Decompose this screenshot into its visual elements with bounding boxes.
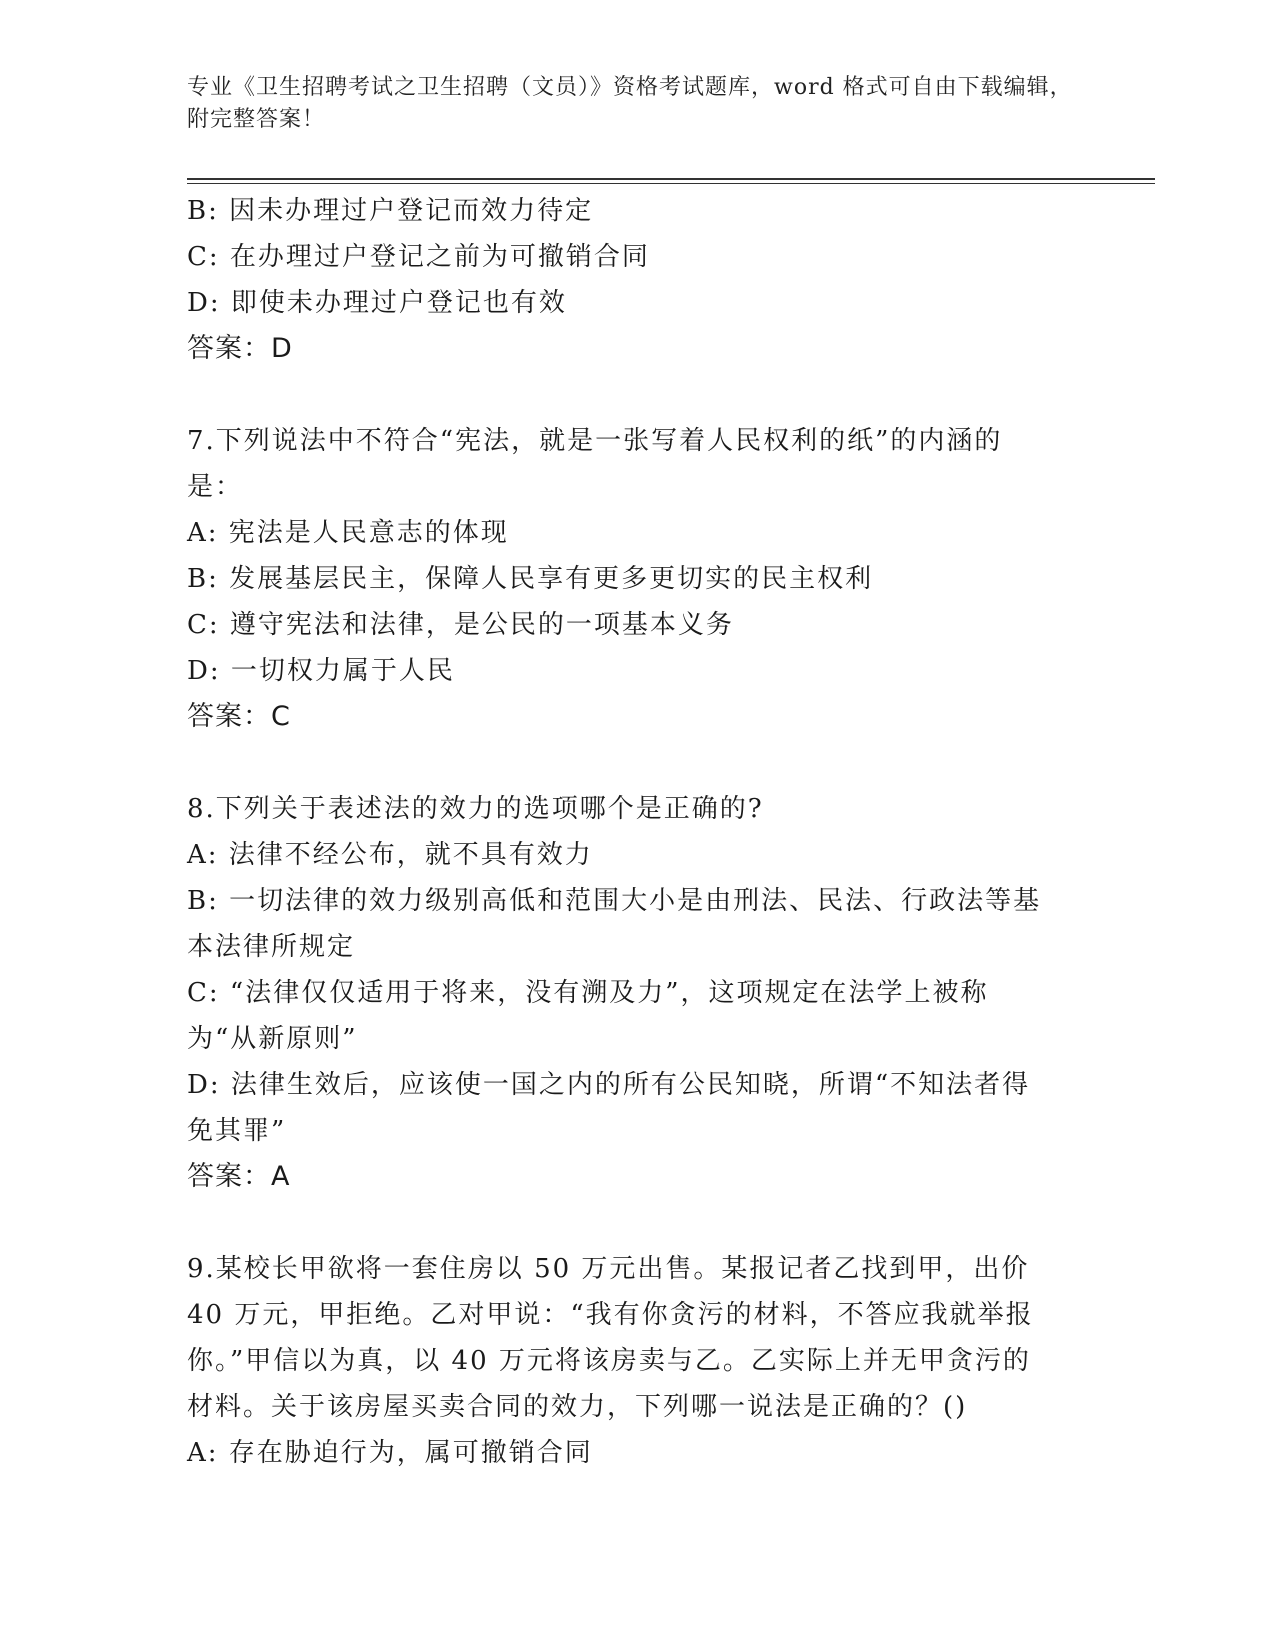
option-c: C: “法律仅仅适用于将来，没有溯及力”，这项规定在法学上被称为“从新原则” xyxy=(187,978,989,1054)
question-block-7 xyxy=(187,418,1087,740)
question-text: 8.下列关于表述法的效力的选项哪个是正确的? xyxy=(187,794,764,824)
option-d: D: 即使未办理过户登记也有效 xyxy=(187,288,567,318)
header-rule-thick xyxy=(187,178,1155,180)
question-block-9 xyxy=(187,1246,1087,1476)
spacer xyxy=(187,740,1087,786)
option-b: B: 一切法律的效力级别高低和范围大小是由刑法、民法、行政法等基本法律所规定 xyxy=(187,886,1042,962)
header-rule-thin xyxy=(187,183,1155,184)
question-text: 7.下列说法中不符合“宪法，就是一张写着人民权利的纸”的内涵的是： xyxy=(187,426,1003,502)
option-b: B: 发展基层民主，保障人民享有更多更切实的民主权利 xyxy=(187,564,874,594)
option-c: C: 遵守宪法和法律，是公民的一项基本义务 xyxy=(187,610,734,640)
option-a: A: 宪法是人民意志的体现 xyxy=(187,518,509,548)
document-header: 专业《卫生招聘考试之卫生招聘（文员）》资格考试题库，word 格式可自由下载编辑，附完整答案！ xyxy=(187,75,1073,132)
question-text: 9.某校长甲欲将一套住房以 50 万元出售。某报记者乙找到甲，出价 40 万元，甲拒绝。乙对甲说：“我有你贪污的材料，不答应我就举报你。”甲信以为真，以 40 万元将该房卖与乙。乙实际上并无甲贪污的材料。关于该房屋买卖合同的效力，下列哪一说法是正确的？() xyxy=(187,1254,1034,1422)
option-c: C: 在办理过户登记之前为可撤销合同 xyxy=(187,242,650,272)
option-a: A: 存在胁迫行为，属可撤销合同 xyxy=(187,1438,593,1468)
question-block-8 xyxy=(187,786,1087,1200)
option-a: A: 法律不经公布，就不具有效力 xyxy=(187,840,593,870)
spacer xyxy=(187,1200,1087,1246)
answer-label: 答案：C xyxy=(187,701,291,732)
spacer xyxy=(187,372,1087,418)
option-b: B: 因未办理过户登记而效力待定 xyxy=(187,196,594,226)
document-body xyxy=(187,188,1087,1476)
answer-label: 答案：A xyxy=(187,1161,291,1192)
question-block-6 xyxy=(187,188,1087,372)
answer-label: 答案：D xyxy=(187,333,293,364)
option-d: D: 法律生效后，应该使一国之内的所有公民知晓，所谓“不知法者得免其罪” xyxy=(187,1070,1031,1146)
option-d: D: 一切权力属于人民 xyxy=(187,656,455,686)
